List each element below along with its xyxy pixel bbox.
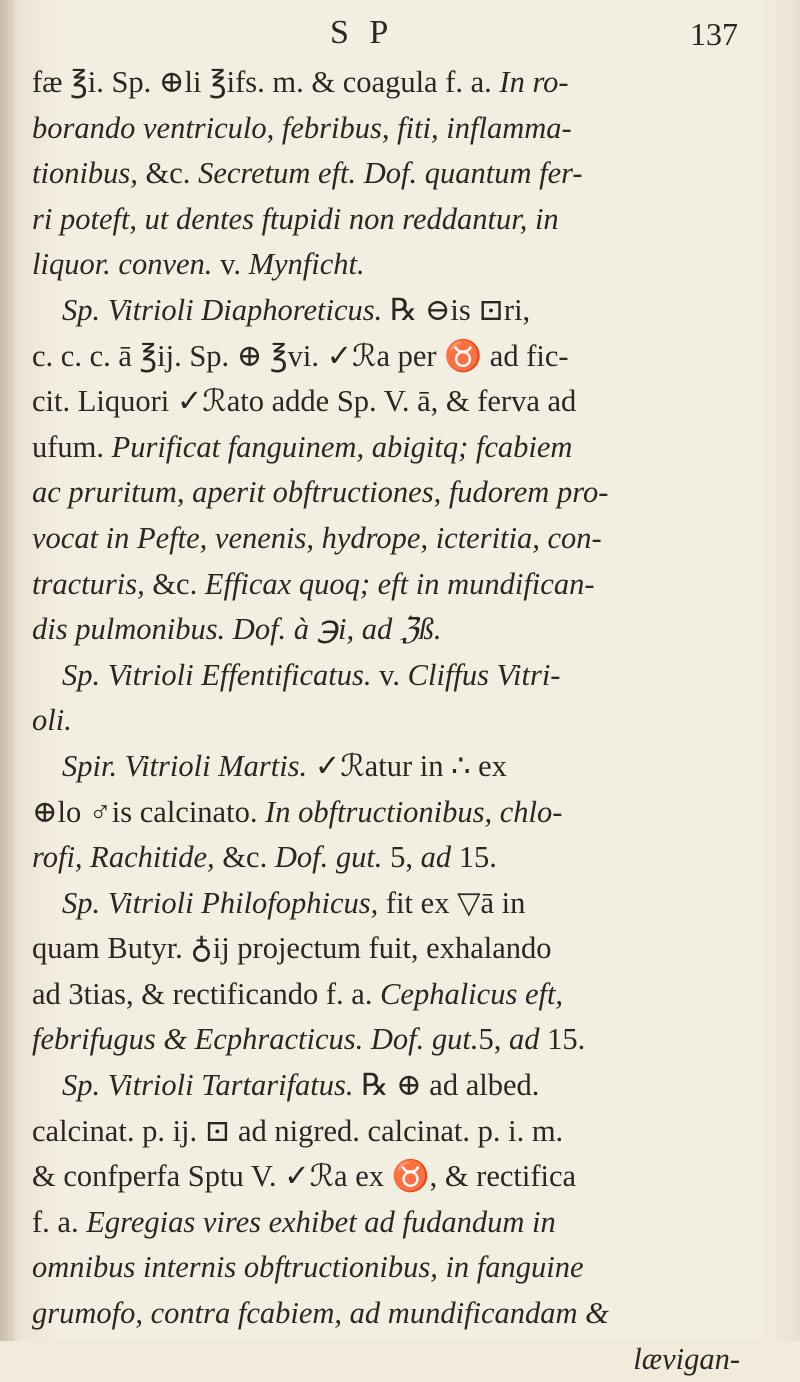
roman-text: fit ex ▽ā in [385,885,526,920]
roman-text: v. [379,657,408,692]
text-line [32,1291,760,1337]
text-line [32,60,760,106]
roman-text: calcinat. p. ij. ⊡ ad nigred. calcinat. p. i. m. [32,1113,564,1148]
text-line [32,698,760,744]
text-line [32,926,760,972]
italic-text: omnibus internis obftructionibus, in fanguine [32,1250,584,1285]
roman-text: &c. [145,156,199,191]
text-line [32,516,760,562]
italic-text: dis pulmonibus. Dof. à ℈i, ad ℨß. [32,612,442,647]
italic-text: Secretum eft. Dof. quantum fer- [198,156,583,191]
italic-text: grumofo, contra fcabiem, ad mundificandam & [32,1296,609,1331]
text-line [32,562,760,608]
italic-text: Sp. Vitrioli Philofophicus, [62,885,386,920]
italic-text: Sp. Vitrioli Tartarifatus. [62,1068,362,1103]
roman-text: fæ ℥i. Sp. ⊕li ℥ifs. m. & coagula f. a. [32,65,500,99]
text-line [32,972,760,1018]
text-line [32,106,760,152]
roman-text: ⊕lo ♂is calcinato. [32,794,266,829]
text-line [32,379,760,425]
italic-text: tracturis, [32,566,153,601]
text-line [32,151,760,197]
roman-text: quam Butyr. ♁ij projectum fuit, exhalando [32,931,552,966]
roman-text: 15. [458,840,497,875]
italic-text: Spir. Vitrioli Martis. [62,748,315,783]
text-line [32,607,760,653]
italic-text: liquor. conven. [32,247,221,282]
italic-text: lævigan- [633,1341,740,1376]
running-head: S P [330,14,395,51]
roman-text: ℞ ⊖is ⊡ri, [389,292,531,327]
text-line [32,425,760,471]
italic-text: rofi, Rachitide, [32,840,223,875]
italic-text: Sp. Vitrioli Diaphoreticus. [62,292,390,327]
italic-text: Purificat fanguinem, abigitq; fcabiem [111,429,573,464]
italic-text: Egregias vires exhibet ad fudandum in [86,1204,556,1239]
roman-text: 5, [478,1022,509,1057]
text-line [32,881,760,927]
italic-text: Cephalicus eft, [380,976,564,1011]
text-line [32,1245,760,1291]
roman-text: ufum. [32,429,112,464]
italic-text: tionibus, [32,156,146,191]
page-gutter [0,0,14,1341]
text-line [32,197,760,243]
text-line [32,1017,760,1063]
text-line [32,1200,760,1246]
text-line [32,1109,760,1155]
roman-text: ℞ ⊕ ad albed. [361,1068,540,1103]
text-line [32,790,760,836]
italic-text: In ro- [499,65,569,99]
roman-text: ✓ℛatur in ∴ ex [314,748,507,783]
text-line [32,470,760,516]
italic-text: Dof. gut. [274,840,391,875]
italic-text: ac pruritum, aperit obftructiones, fudorem pro- [32,475,609,510]
text-line [32,242,760,288]
italic-text: vocat in Pefte, venenis, hydrope, icteritia, con- [32,520,602,555]
roman-text: &c. [152,566,205,601]
italic-text: oli. [32,703,72,738]
text-line [32,1337,760,1382]
italic-text: ad [420,840,459,875]
text-line [32,334,760,380]
italic-text: ri poteft, ut dentes ftupidi non reddantur, in [32,201,559,236]
page-header [0,14,800,58]
text-line [32,835,760,881]
roman-text: v. [220,247,249,282]
roman-text: cit. Liquori ✓ℛato adde Sp. V. ā, & ferva ad [32,384,577,419]
italic-text: febrifugus & Ecphracticus. Dof. gut. [32,1022,479,1057]
roman-text: f. a. [32,1204,87,1239]
text-line [32,288,760,334]
italic-text: borando ventriculo, febribus, fiti, inflamma- [32,110,572,145]
roman-text: 5, [390,840,421,875]
italic-text: Mynficht. [248,247,365,282]
italic-text: Cliffus Vitri- [407,657,561,692]
roman-text: & confperfa Sptu V. ✓ℛa ex ♉, & rectifica [32,1159,577,1194]
roman-text: 15. [547,1022,586,1057]
text-line [32,1063,760,1109]
text-line [32,653,760,699]
italic-text: ad [508,1022,548,1057]
italic-text: In obftructionibus, chlo- [265,794,563,829]
text-line [32,1154,760,1200]
roman-text: ad 3tias, & rectificando f. a. [32,976,381,1011]
roman-text: c. c. c. ā ℥ij. Sp. ⊕ ℥vi. ✓ℛa per ♉ ad fic- [32,338,569,373]
page-number: 137 [690,16,738,52]
italic-text: Sp. Vitrioli Effentificatus. [62,657,380,692]
text-line [32,744,760,790]
text-block [32,60,760,1382]
roman-text: &c. [222,840,275,875]
italic-text: Efficax quoq; eft in mundifican- [204,566,595,601]
